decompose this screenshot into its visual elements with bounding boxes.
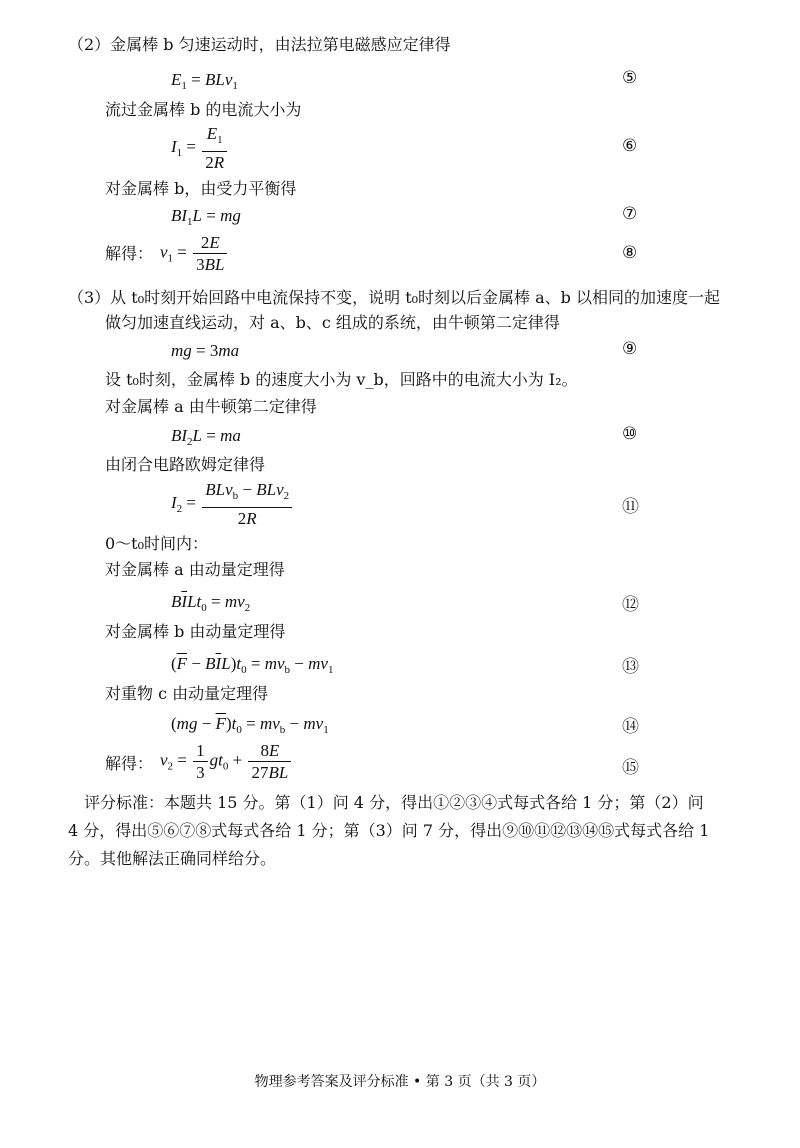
- marker-15: ⑮: [622, 758, 639, 778]
- marker-7: ⑦: [622, 204, 638, 224]
- grading-line3: 分。其他解法正确同样给分。: [68, 849, 277, 868]
- p2-text-current: 流过金属棒 b 的电流大小为: [105, 100, 302, 119]
- p2-solve-label: 解得：: [105, 244, 154, 263]
- eq-14: $(mg - \overline{F})t_0 = mv_b - mv_1$: [171, 714, 329, 736]
- eq-6: $I_1$ = $\frac{E_1}{2R}$: [171, 124, 229, 172]
- eq-15: $v_2$ = $\frac{1}{3}$ $gt_0$ + $\frac{8E}{27BL}$: [160, 741, 293, 782]
- p2-heading: （2）金属棒 b 匀速运动时，由法拉第电磁感应定律得: [68, 35, 451, 54]
- p3-text-setup: 设 t₀时刻，金属棒 b 的速度大小为 v_b，回路中的电流大小为 I₂。: [105, 370, 578, 389]
- eq-10: $BI_2L$ = ma: [171, 426, 241, 448]
- p3-text-c-momentum: 对重物 c 由动量定理得: [105, 684, 269, 703]
- p3-heading-line1: （3）从 t₀时刻开始回路中电流保持不变，说明 t₀时刻以后金属棒 a、b 以相同的加速度一起: [68, 288, 720, 307]
- eq-11: $I_2$ = $\frac{BLv_b - BLv_2}{2R}$: [171, 480, 294, 528]
- eq-13: $(\overline{F} - B\overline{I}L)t_0 = mv_b - mv_1$: [171, 654, 334, 676]
- p2-text-balance: 对金属棒 b，由受力平衡得: [105, 179, 297, 198]
- marker-13: ⑬: [622, 657, 639, 677]
- eq-7: $BI_1L$ = mg: [171, 206, 241, 228]
- grading-line2: 4 分，得出⑤⑥⑦⑧式每式各给 1 分；第（3）问 7 分，得出⑨⑩⑪⑫⑬⑭⑮式每式各给 1: [68, 821, 710, 840]
- eq-8: $v_1$ = $\frac{2E}{3BL}$: [160, 233, 229, 274]
- eq-5: $E_1 = BLv_1$: [171, 70, 238, 92]
- marker-6: ⑥: [622, 136, 638, 156]
- eq-12: $B\overline{I}Lt_0 = mv_2$: [171, 592, 251, 614]
- marker-14: ⑭: [622, 717, 639, 737]
- grading-line1: 评分标准：本题共 15 分。第（1）问 4 分，得出①②③④式每式各给 1 分；第（2）问: [84, 793, 704, 812]
- p3-text-ohm: 由闭合电路欧姆定律得: [105, 455, 266, 474]
- eq-9: mg = 3ma: [171, 341, 240, 360]
- marker-5: ⑤: [622, 68, 638, 88]
- p3-text-a-newton: 对金属棒 a 由牛顿第二定律得: [105, 397, 317, 416]
- marker-9: ⑨: [622, 339, 638, 359]
- p3-text-a-momentum: 对金属棒 a 由动量定理得: [105, 560, 285, 579]
- marker-11: ⑪: [622, 497, 639, 517]
- page-footer: 物理参考答案及评分标准 • 第 3 页（共 3 页）: [254, 1074, 546, 1090]
- p3-heading-line2: 做匀加速直线运动，对 a、b、c 组成的系统，由牛顿第二定律得: [105, 313, 560, 332]
- marker-10: ⑩: [622, 424, 638, 444]
- p3-text-b-momentum: 对金属棒 b 由动量定理得: [105, 622, 286, 641]
- marker-12: ⑫: [622, 595, 639, 615]
- p3-text-interval: 0～t₀时间内：: [105, 534, 209, 553]
- marker-8: ⑧: [622, 243, 638, 263]
- p3-solve-label: 解得：: [105, 754, 154, 773]
